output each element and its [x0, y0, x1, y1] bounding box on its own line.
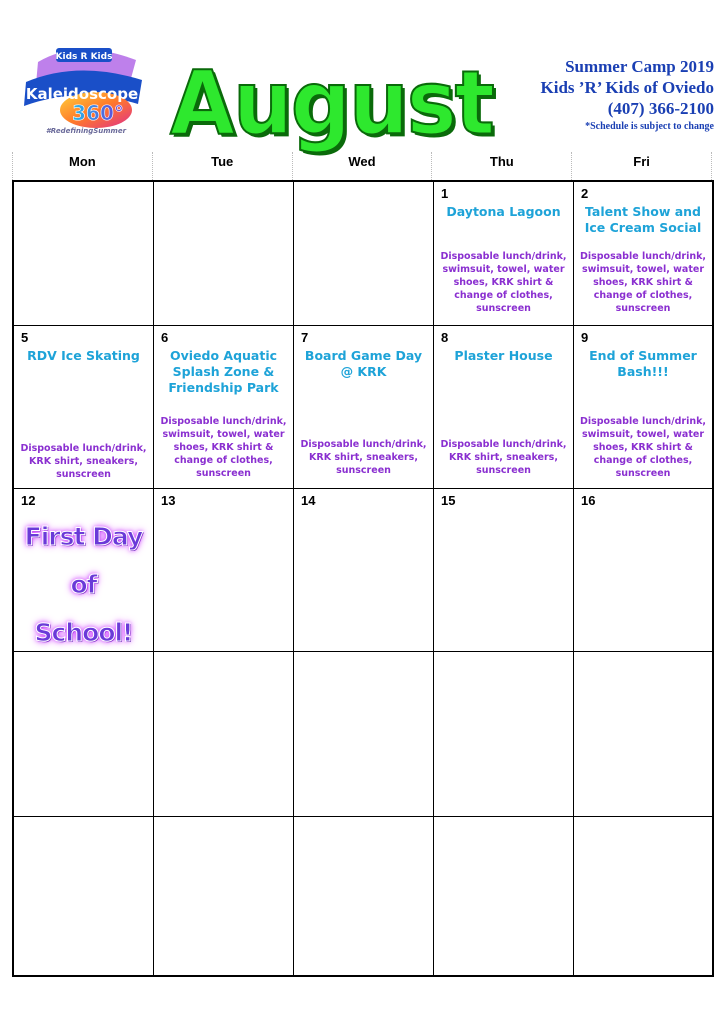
day-number: 8: [441, 330, 449, 345]
kaleidoscope-360-logo: [18, 42, 148, 138]
weekday-wed: Wed: [293, 152, 433, 180]
calendar-cell: [14, 489, 154, 651]
schedule-note: *Schedule is subject to change: [585, 121, 714, 132]
calendar-cell-empty: [434, 652, 574, 816]
calendar-cell: [434, 182, 574, 325]
event-title: Board Game Day @ KRK: [304, 348, 423, 379]
calendar-week: [14, 182, 712, 326]
calendar-cell-empty: [294, 817, 434, 977]
day-number: 7: [301, 330, 309, 345]
day-number: 16: [581, 493, 596, 508]
day-number: 6: [161, 330, 169, 345]
month-title: August: [170, 51, 493, 155]
calendar-cell: [294, 489, 434, 651]
bring-list: Disposable lunch/drink, swimsuit, towel, water shoes, KRK shirt & change of clothes, sunscreen: [579, 251, 707, 314]
day-number: 2: [581, 186, 589, 201]
day-number: 14: [301, 493, 316, 508]
camp-phone: (407) 366-2100: [607, 99, 714, 118]
weekday-header: [12, 152, 712, 180]
calendar-cell-empty: [154, 652, 294, 816]
weekday-tue: Tue: [153, 152, 293, 180]
day-number: 9: [581, 330, 589, 345]
camp-school: Kids ’R’ Kids of Oviedo: [540, 78, 714, 97]
bring-list: Disposable lunch/drink, swimsuit, towel, water shoes, KRK shirt & change of clothes, sunscreen: [160, 416, 287, 479]
calendar-cell: [294, 326, 434, 488]
calendar-cell: [434, 489, 574, 651]
calendar-cell: [574, 182, 712, 325]
calendar-week: [14, 817, 712, 977]
camp-info: [541, 56, 714, 133]
event-title: Daytona Lagoon: [446, 204, 561, 219]
calendar-cell-empty: [294, 182, 434, 325]
calendar-cell-empty: [294, 652, 434, 816]
weekday-thu: Thu: [432, 152, 572, 180]
calendar-cell: [574, 326, 712, 488]
day-number: 12: [21, 493, 36, 508]
logo-tagline: #RedefiningSummer: [45, 127, 127, 135]
day-number: 13: [161, 493, 176, 508]
bring-list: Disposable lunch/drink, KRK shirt, sneakers, sunscreen: [20, 443, 147, 480]
calendar-cell-empty: [14, 652, 154, 816]
calendar-cell: [14, 326, 154, 488]
bring-list: Disposable lunch/drink, swimsuit, towel, water shoes, KRK shirt & change of clothes, sunscreen: [440, 251, 567, 314]
logo-top-text: Kids R Kids: [55, 52, 113, 62]
calendar-cell-empty: [434, 817, 574, 977]
bring-list: Disposable lunch/drink, KRK shirt, sneakers, sunscreen: [300, 439, 427, 476]
calendar-cell: [154, 326, 294, 488]
calendar-cell-empty: [154, 817, 294, 977]
calendar-cell-empty: [574, 652, 712, 816]
logo-number-text: 360°: [72, 101, 124, 125]
calendar-grid: [12, 180, 714, 977]
first-day-of-school-banner: [14, 513, 153, 657]
event-title: Plaster House: [454, 348, 553, 363]
calendar-week: [14, 652, 712, 817]
bring-list: Disposable lunch/drink, KRK shirt, sneakers, sunscreen: [440, 439, 567, 476]
bring-list: Disposable lunch/drink, swimsuit, towel, water shoes, KRK shirt & change of clothes, sunscreen: [579, 416, 707, 479]
camp-title: Summer Camp 2019: [565, 57, 714, 76]
first-day-line3: School!: [34, 618, 133, 647]
day-number: 15: [441, 493, 456, 508]
weekday-mon: Mon: [12, 152, 153, 180]
calendar-cell-empty: [154, 182, 294, 325]
event-title: Oviedo Aquatic Splash Zone & Friendship Park: [168, 348, 279, 395]
calendar-cell: [434, 326, 574, 488]
calendar-cell-empty: [574, 817, 712, 977]
calendar-cell: [154, 489, 294, 651]
day-number: 5: [21, 330, 29, 345]
logo-brand-text: Kaleidoscope: [25, 85, 139, 103]
calendar-cell: [574, 489, 712, 651]
calendar-cell-empty: [14, 817, 154, 977]
calendar-cell-empty: [14, 182, 154, 325]
event-title: Talent Show and Ice Cream Social: [584, 204, 702, 235]
calendar-week: [14, 326, 712, 489]
event-title: RDV Ice Skating: [27, 348, 140, 363]
event-title: End of Summer Bash!!!: [589, 348, 697, 379]
day-number: 1: [441, 186, 449, 201]
calendar-week: [14, 489, 712, 652]
first-day-line1: First Day: [24, 522, 143, 551]
weekday-fri: Fri: [572, 152, 712, 180]
first-day-line2: of: [70, 570, 97, 599]
